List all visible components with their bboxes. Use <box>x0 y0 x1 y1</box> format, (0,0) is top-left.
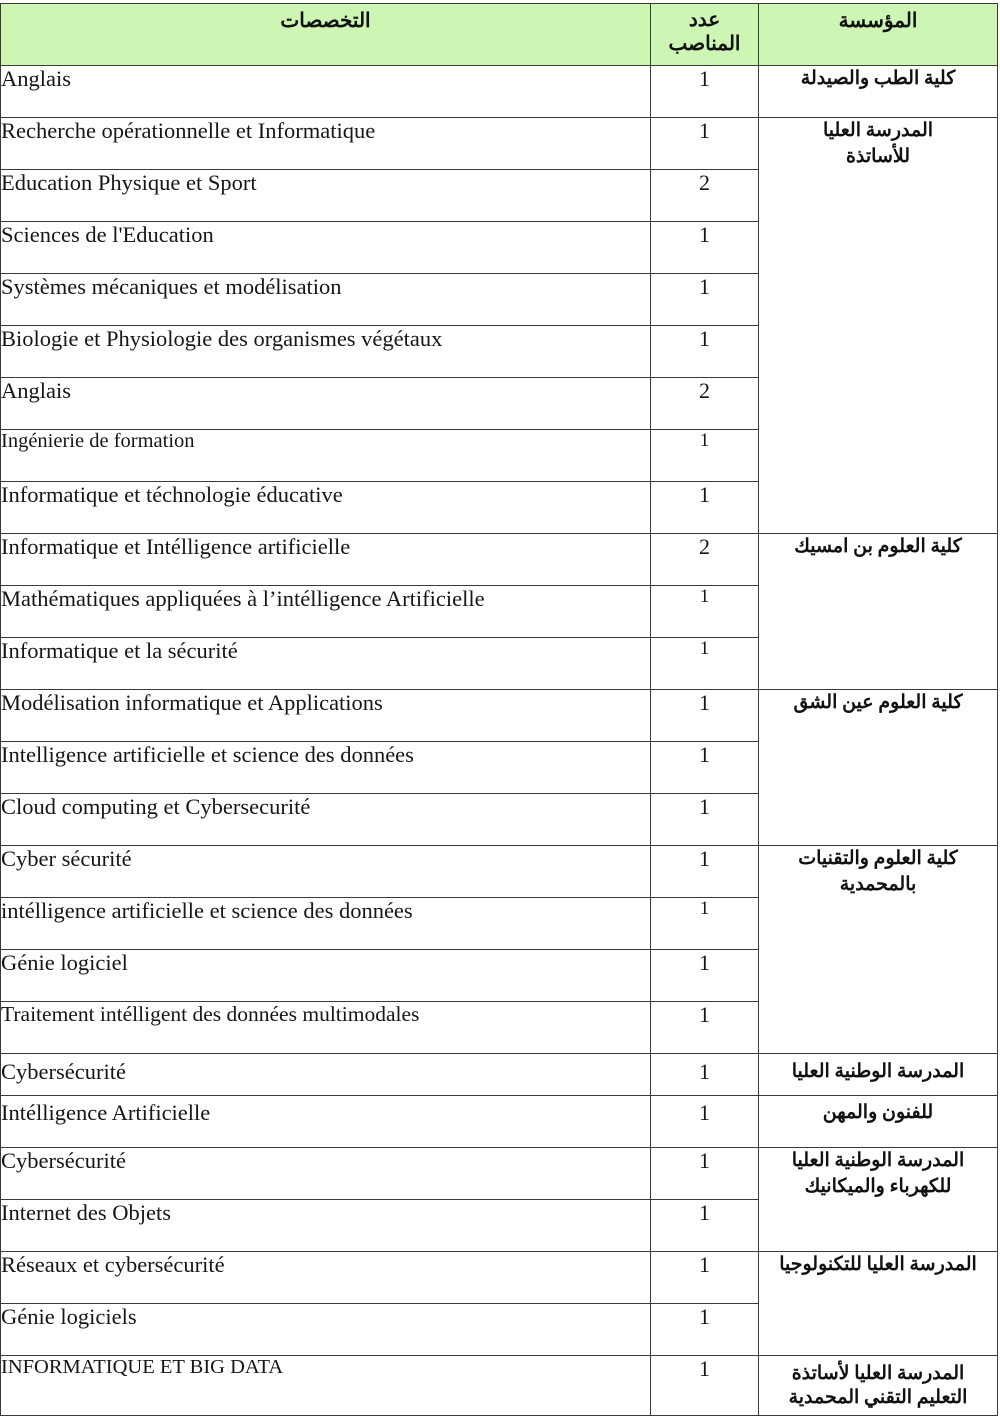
speciality-cell: Informatique et téchnologie éducative <box>1 482 651 534</box>
header-speciality-label: التخصصات <box>280 10 371 32</box>
institution-line: كلية الطب والصيدلة <box>800 68 956 89</box>
count-cell: 1 <box>651 950 759 1002</box>
speciality-cell: Modélisation informatique et Applications <box>1 690 651 742</box>
speciality-cell: Génie logiciels <box>1 1304 651 1356</box>
speciality-cell: Cybersécurité <box>1 1148 651 1200</box>
institution-cell <box>759 1252 998 1356</box>
speciality-cell: intélligence artificielle et science des données <box>1 898 651 950</box>
speciality-cell: Sciences de l'Education <box>1 222 651 274</box>
speciality-cell: Ingénierie de formation <box>1 430 651 482</box>
speciality-cell: Mathématiques appliquées à l’intélligence Artificielle <box>1 586 651 638</box>
count-cell: 1 <box>651 742 759 794</box>
institution-line: المدرسة العليا لأساتذة <box>791 1363 965 1384</box>
table-row <box>1 118 998 170</box>
institution-line: المدرسة الوطنية العليا <box>791 1061 965 1082</box>
count-cell: 1 <box>651 794 759 846</box>
table-row <box>1 690 998 742</box>
header-speciality <box>1 4 651 66</box>
speciality-cell: Cloud computing et Cybersecurité <box>1 794 651 846</box>
table-row <box>1 1356 998 1416</box>
count-cell: 1 <box>651 1252 759 1304</box>
count-cell: 1 <box>651 430 759 482</box>
count-cell: 1 <box>651 1096 759 1148</box>
institution-line: للفنون والمهن <box>822 1102 934 1123</box>
speciality-cell: Systèmes mécaniques et modélisation <box>1 274 651 326</box>
count-cell: 1 <box>651 1148 759 1200</box>
institution-line: كلية العلوم والتقنيات <box>798 848 958 869</box>
speciality-cell: Intelligence artificielle et science des données <box>1 742 651 794</box>
speciality-cell: Internet des Objets <box>1 1200 651 1252</box>
count-cell: 1 <box>651 690 759 742</box>
table-row <box>1 534 998 586</box>
count-cell: 1 <box>651 118 759 170</box>
table-row <box>1 1252 998 1304</box>
speciality-cell: Education Physique et Sport <box>1 170 651 222</box>
header-institution-label: المؤسسة <box>838 10 918 32</box>
header-institution <box>759 4 998 66</box>
institution-line: التعليم التقني المحمدية <box>788 1386 968 1408</box>
positions-table <box>0 3 998 1416</box>
institution-cell <box>759 1054 998 1096</box>
count-cell: 1 <box>651 326 759 378</box>
count-cell: 1 <box>651 66 759 118</box>
speciality-cell: Réseaux et cybersécurité <box>1 1252 651 1304</box>
institution-cell <box>759 66 998 118</box>
count-cell: 2 <box>651 170 759 222</box>
count-cell: 1 <box>651 846 759 898</box>
institution-line: بالمحمدية <box>839 873 917 895</box>
speciality-cell: Recherche opérationnelle et Informatique <box>1 118 651 170</box>
institution-line: للكهرباء والميكانيك <box>804 1175 952 1197</box>
institution-line: كلية العلوم عين الشق <box>793 692 963 713</box>
institution-line: للأساتذة <box>845 145 911 167</box>
institution-cell <box>759 846 998 1054</box>
speciality-cell: Informatique et la sécurité <box>1 638 651 690</box>
table-row <box>1 66 998 118</box>
speciality-cell: Génie logiciel <box>1 950 651 1002</box>
count-cell: 1 <box>651 274 759 326</box>
speciality-cell: Cybersécurité <box>1 1054 651 1096</box>
table-body <box>1 66 998 1416</box>
institution-cell <box>759 1096 998 1148</box>
count-cell: 1 <box>651 1356 759 1416</box>
header-positions <box>651 4 759 66</box>
institution-cell <box>759 534 998 690</box>
speciality-cell: Cyber sécurité <box>1 846 651 898</box>
institution-cell <box>759 690 998 846</box>
count-cell: 1 <box>651 222 759 274</box>
institution-line: المدرسة العليا للتكنولوجيا <box>779 1254 977 1275</box>
institution-cell <box>759 1148 998 1252</box>
institution-line: المدرسة العليا <box>822 120 934 141</box>
speciality-cell: INFORMATIQUE ET BIG DATA <box>1 1356 651 1416</box>
count-cell: 1 <box>651 898 759 950</box>
header-positions-line2: المناصب <box>668 33 741 55</box>
count-cell: 1 <box>651 1200 759 1252</box>
count-cell: 1 <box>651 1054 759 1096</box>
institution-line: المدرسة الوطنية العليا <box>791 1150 965 1171</box>
count-cell: 1 <box>651 482 759 534</box>
table-row <box>1 1096 998 1148</box>
table-row <box>1 846 998 898</box>
speciality-cell: Anglais <box>1 378 651 430</box>
speciality-cell: Biologie et Physiologie des organismes végétaux <box>1 326 651 378</box>
institution-line: كلية العلوم بن امسيك <box>794 536 962 557</box>
header-positions-line1: عدد <box>688 9 721 31</box>
speciality-cell: Intélligence Artificielle <box>1 1096 651 1148</box>
count-cell: 2 <box>651 378 759 430</box>
speciality-cell: Anglais <box>1 66 651 118</box>
table-row <box>1 1148 998 1200</box>
count-cell: 1 <box>651 638 759 690</box>
count-cell: 1 <box>651 1304 759 1356</box>
count-cell: 1 <box>651 1002 759 1054</box>
institution-cell <box>759 118 998 534</box>
speciality-cell: Informatique et Intélligence artificielle <box>1 534 651 586</box>
institution-cell <box>759 1356 998 1416</box>
count-cell: 1 <box>651 586 759 638</box>
table-row <box>1 1054 998 1096</box>
speciality-cell: Traitement intélligent des données multimodales <box>1 1002 651 1054</box>
table-header <box>1 4 998 66</box>
count-cell: 2 <box>651 534 759 586</box>
